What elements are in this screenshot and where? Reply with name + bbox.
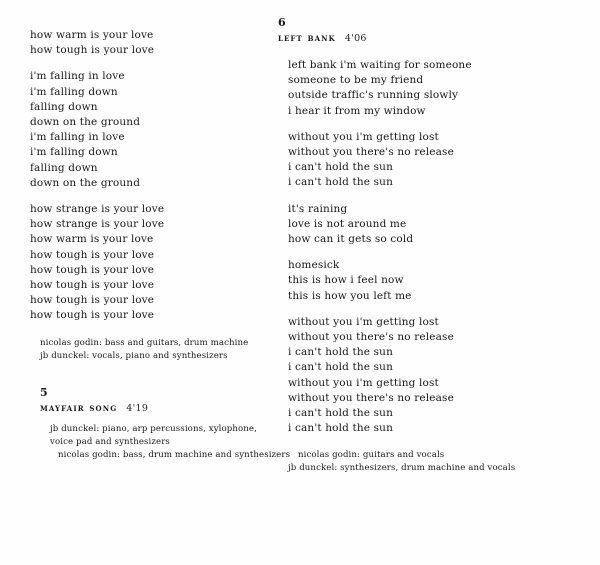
left-column [30, 0, 291, 462]
lyric-line: i'm falling in love [30, 70, 125, 83]
track-heading-5 [30, 385, 270, 414]
lyric-line: how warm is your love [30, 29, 154, 41]
track-title: mayfair song [40, 401, 118, 414]
lyric-line: i can't hold the sun [288, 346, 393, 359]
lyrics-stanza [30, 28, 270, 58]
lyric-line: i'm falling down [30, 85, 118, 98]
lyric-line: without you i'm getting lost [288, 376, 439, 389]
track-heading-6 [278, 15, 578, 44]
lyrics-stanza [278, 202, 578, 248]
lyrics-stanza [278, 58, 578, 119]
lyric-line: how strange is your love [30, 218, 165, 231]
lyrics-stanza [278, 315, 578, 437]
lyric-line: how tough is your love [30, 294, 155, 307]
track-duration: 4'19 [126, 402, 149, 414]
lyric-line: how can it gets so cold [288, 233, 414, 246]
lyric-line: i can't hold the sun [288, 361, 393, 374]
lyric-line: this is how i feel now [288, 274, 404, 287]
lyric-line: i can't hold the sun [288, 422, 393, 435]
lyric-line: how warm is your love [30, 233, 154, 246]
lyrics-stanza [278, 130, 578, 191]
lyric-line: how tough is your love [30, 279, 155, 292]
lyric-line: how strange is your love [30, 203, 165, 216]
credit-line: jb dunckel: vocals, piano and synthesizers [40, 350, 228, 361]
lyric-line: how tough is your love [30, 44, 155, 57]
lyric-line: without you there's no release [288, 331, 454, 344]
lyric-line: without you there's no release [288, 146, 454, 159]
credit-line: nicolas godin: guitars and vocals [298, 450, 445, 461]
lyrics-stanza [30, 69, 270, 191]
lyric-line: how tough is your love [30, 309, 155, 322]
lyric-line: falling down [30, 100, 98, 113]
track-number: 6 [278, 16, 286, 29]
lyric-line: homesick [288, 259, 340, 272]
lyric-line: i can't hold the sun [288, 161, 393, 174]
lyric-line: without you there's no release [288, 391, 454, 404]
lyric-line: i can't hold the sun [288, 407, 393, 420]
lyric-line: down on the ground [30, 116, 141, 129]
lyric-line: how tough is your love [30, 248, 155, 261]
lyrics-stanza [30, 202, 270, 324]
lyric-line: this is how you left me [288, 289, 412, 302]
lyric-line: without you i'm getting lost [288, 315, 439, 328]
lyric-line: without you i'm getting lost [288, 130, 439, 143]
track-credits [30, 423, 291, 462]
lyric-line: it's raining [288, 202, 348, 215]
lyric-line: how tough is your love [30, 263, 155, 276]
lyric-line: i'm falling down [30, 146, 118, 159]
lyric-line: i'm falling in love [30, 131, 125, 144]
track-duration: 4'06 [344, 33, 367, 44]
track-title: left bank [278, 32, 336, 44]
lyric-line: someone to be my friend [288, 74, 424, 87]
lyric-line: outside traffic's running slowly [288, 89, 459, 102]
lyric-line: left bank i'm waiting for someone [288, 59, 472, 71]
credit-line: voice pad and synthesizers [50, 436, 170, 447]
credit-line: nicolas godin: bass, drum machine and synthesizers [58, 449, 291, 460]
lyric-line: falling down [30, 161, 98, 174]
credit-line: nicolas godin: bass and guitars, drum machine [40, 337, 249, 348]
track-credits [30, 337, 270, 363]
credit-line: jb dunckel: piano, arp percussions, xylophone, [50, 423, 257, 434]
track-number: 5 [40, 385, 48, 399]
lyric-line: down on the ground [30, 176, 141, 189]
track-credits [278, 449, 578, 475]
lyric-line: love is not around me [288, 217, 407, 230]
credit-line: jb dunckel: synthesizers, drum machine and vocals [288, 463, 516, 474]
lyric-line: i can't hold the sun [288, 176, 393, 189]
right-column [278, 0, 578, 475]
lyric-line: i hear it from my window [288, 104, 426, 117]
lyrics-stanza [278, 258, 578, 304]
